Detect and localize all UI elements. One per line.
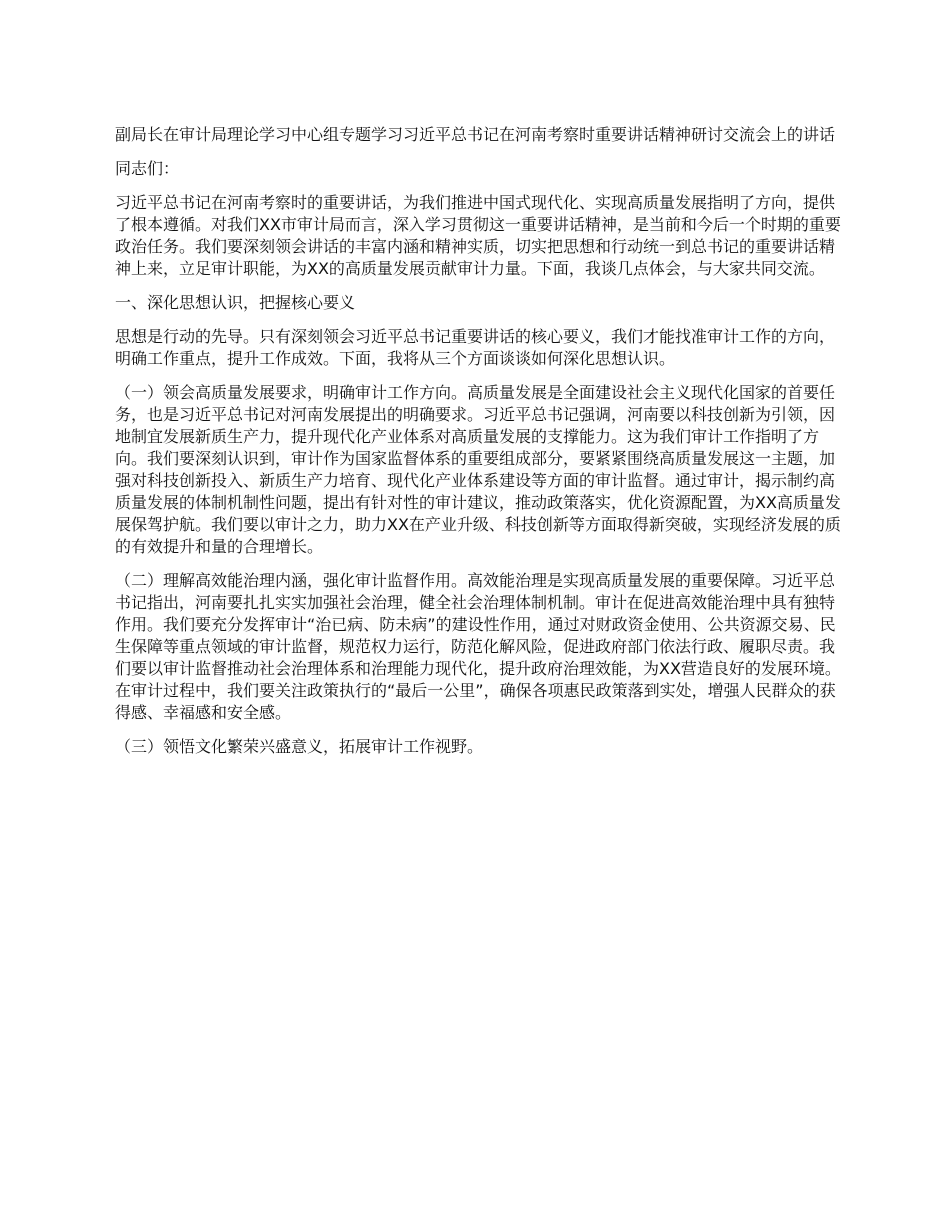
intro-paragraph: 习近平总书记在河南考察时的重要讲话，为我们推进中国式现代化、实现高质量发展指明了方向，提供了根本遵循。对我们XX市审计局而言，深入学习贯彻这一重要讲话精神，是当前和今后一个时期的重要政治任务。我们要深刻领会讲话的丰富内涵和精神实质，切实把思想和行动统一到总书记的重要讲话精神上来，立足审计职能，为XX的高质量发展贡献审计力量。下面，我谈几点体会，与大家共同交流。	[115, 193, 841, 278]
document-title: 副局长在审计局理论学习中心组专题学习习近平总书记在河南考察时重要讲话精神研讨交流会上的讲话	[115, 125, 836, 144]
point-1-paragraph: （一）领会高质量发展要求，明确审计工作方向。高质量发展是全面建设社会主义现代化国家的首要任务，也是习近平总书记对河南发展提出的明确要求。习近平总书记强调，河南要以科技创新为引领，因地制宜发展新质生产力，提升现代化产业体系对高质量发展的支撑能力。这为我们审计工作指明了方向。我们要深刻认识到，审计作为国家监督体系的重要组成部分，要紧紧围绕高质量发展这一主题，加强对科技创新投入、新质生产力培育、现代化产业体系建设等方面的审计监督。通过审计，揭示制约高质量发展的体制机制性问题，提出有针对性的审计建议，推动政策落实，优化资源配置，为XX高质量发展保驾护航。我们要以审计之力，助力XX在产业升级、科技创新等方面取得新突破，实现经济发展的质的有效提升和量的合理增长。	[115, 383, 841, 556]
document-page	[115, 124, 843, 770]
section-1-intro-paragraph: 思想是行动的先导。只有深刻领会习近平总书记重要讲话的核心要义，我们才能找准审计工作的方向，明确工作重点，提升工作成效。下面，我将从三个方面谈谈如何深化思想认识。	[115, 327, 836, 368]
point-2-paragraph: （二）理解高效能治理内涵，强化审计监督作用。高效能治理是实现高质量发展的重要保障。习近平总书记指出，河南要扎扎实实加强社会治理，健全社会治理体制机制。审计在促进高效能治理中具有独特作用。我们要充分发挥审计“治已病、防未病”的建设性作用，通过对财政资金使用、公共资源交易、民生保障等重点领域的审计监督，规范权力运行，防范化解风险，促进政府部门依法行政、履职尽责。我们要以审计监督推动社会治理体系和治理能力现代化，提升政府治理效能，为XX营造良好的发展环境。在审计过程中，我们要关注政策执行的“最后一公里”，确保各项惠民政策落到实处，增强人民群众的获得感、幸福感和安全感。	[115, 571, 841, 722]
greeting: 同志们：	[115, 159, 180, 178]
point-3-paragraph: （三）领悟文化繁荣兴盛意义，拓展审计工作视野。	[115, 737, 484, 756]
section-heading-1: 一、深化思想认识，把握核心要义	[115, 293, 356, 312]
